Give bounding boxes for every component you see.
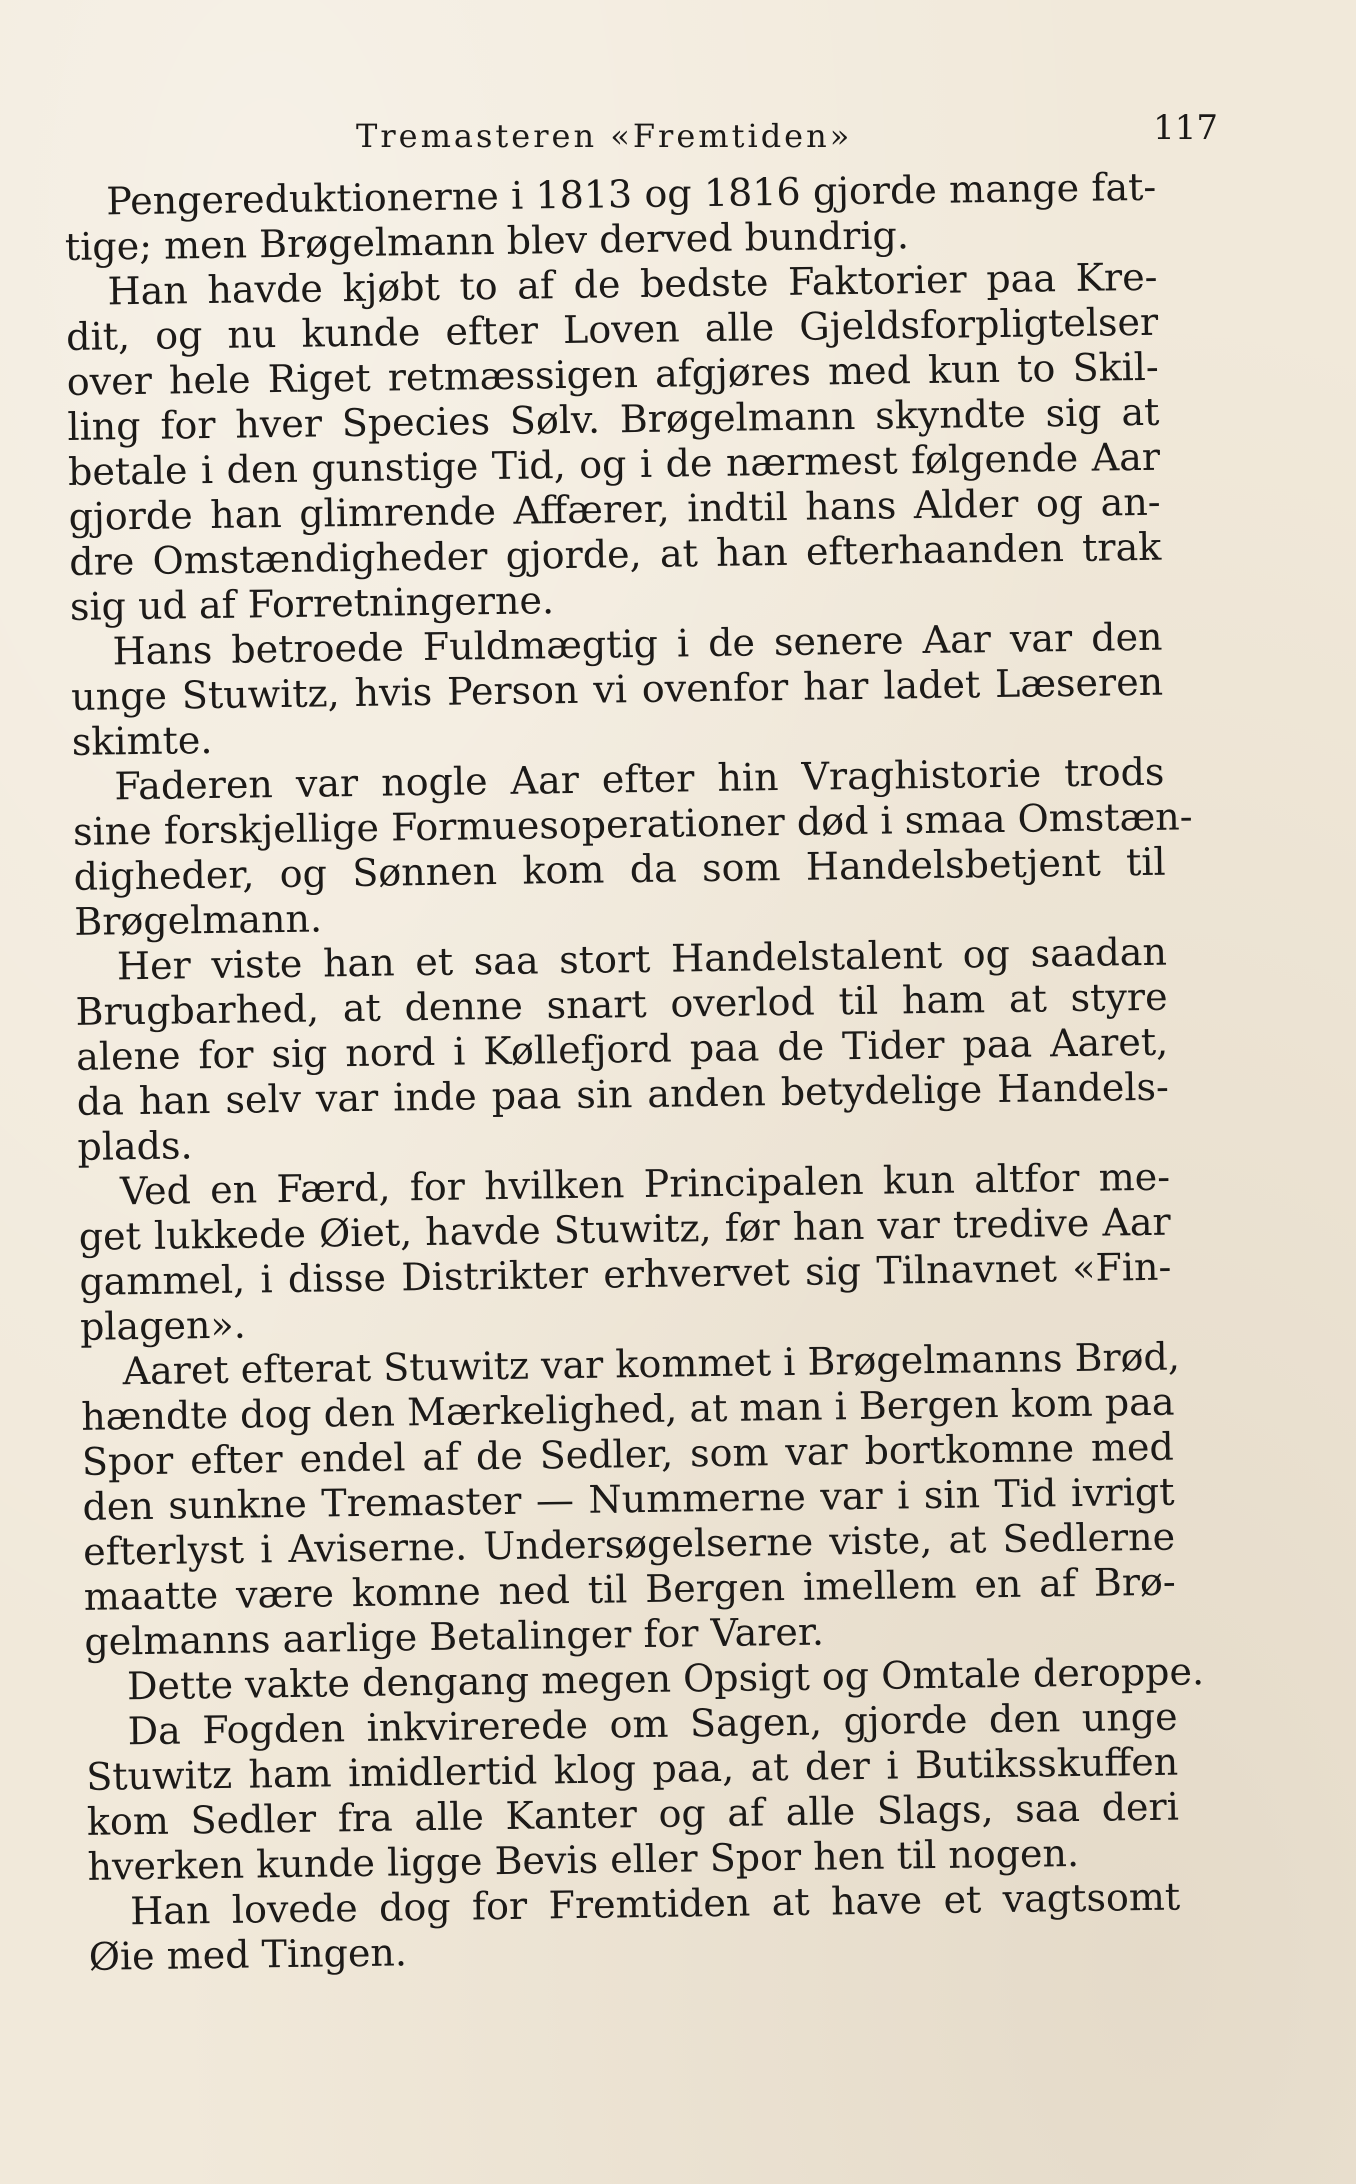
text-line: Han havde kjøbt to af de bedste Faktorier paa Kre- [107, 254, 1158, 314]
text-line: kom Sedler fra alle Kanter og af alle Slags, saa deri [86, 1784, 1180, 1844]
text-line: plagen». [79, 1302, 247, 1349]
text-line: Øie med Tingen. [88, 1930, 408, 1979]
text-line: Faderen var nogle Aar efter hin Vraghistorie trods [114, 749, 1165, 809]
running-title: Tremasteren «Fremtiden» [356, 117, 853, 155]
text-line: get lukkede Øiet, havde Stuwitz, før han var tredive Aar [78, 1199, 1171, 1259]
text-line: tige; men Brøgelmann blev derved bundrig. [64, 213, 910, 269]
text-line: Hans betroede Fuldmægtig i de senere Aar var den [112, 614, 1163, 674]
text-line: plads. [77, 1123, 193, 1169]
paragraph [64, 165, 1157, 270]
text-line: Her viste han et saa stort Handelstalent og saadan [116, 929, 1168, 989]
text-line: Dette vakte dengang megen Opsigt og Omtale deroppe. [126, 1649, 1205, 1709]
text-line: alene for sig nord i Køllefjord paa de Tider paa Aaret, [75, 1019, 1169, 1079]
text-line: efterlyst i Aviserne. Undersøgelserne viste, at Sedlerne [82, 1514, 1176, 1574]
text-line: den sunkne Tremaster — Nummerne var i sin Tid ivrigt [82, 1469, 1175, 1529]
paragraph [65, 255, 1162, 630]
text-line: dre Omstændigheder gjorde, at han efterhaanden trak [69, 524, 1162, 584]
paragraph [85, 1695, 1179, 1890]
text-line: unge Stuwitz, hvis Person vi ovenfor har ladet Læseren [70, 659, 1164, 719]
text-line: digheder, og Sønnen kom da som Handelsbetjent til [73, 839, 1166, 899]
text-line: maatte være komne ned til Bergen imellem en af Brø- [83, 1559, 1176, 1619]
text-line: Da Fogden inkvirerede om Sagen, gjorde den unge [127, 1694, 1178, 1754]
text-line: over hele Riget retmæssigen afgjøres med kun to Skil- [66, 344, 1160, 404]
paragraph [80, 1334, 1181, 1665]
text-line: sine forskjellige Formuesoperationer død i smaa Omstæn- [72, 794, 1193, 854]
paragraph [75, 930, 1170, 1170]
text-line: Pengereduktionerne i 1813 og 1816 gjorde mange fat- [105, 164, 1157, 224]
paragraph [72, 749, 1193, 945]
text-line: da han selv var inde paa sin anden betydelige Handels- [76, 1064, 1170, 1124]
text-line: ling for hver Species Sølv. Brøgelmann skyndte sig at [67, 389, 1160, 449]
text-line: Ved en Færd, for hvilken Principalen kun altfor me- [119, 1154, 1171, 1214]
text-line: dit, og nu kunde efter Loven alle Gjeldsforpligtelser [65, 299, 1159, 359]
text-line: sig ud af Forretningerne. [69, 578, 555, 629]
paragraph [70, 615, 1164, 765]
text-line: gammel, i disse Distrikter erhvervet sig Tilnavnet «Fin- [79, 1244, 1172, 1304]
text-line: gjorde han glimrende Affærer, indtil hans Alder og an- [68, 479, 1161, 539]
text-line: Brugbarhed, at denne snart overlod til ham at styre [75, 974, 1168, 1034]
text-line: hverken kunde ligge Bevis eller Spor hen til nogen. [87, 1830, 1080, 1889]
text-line: Stuwitz ham imidlertid klog paa, at der i Butiksskuffen [85, 1739, 1179, 1799]
paragraph [78, 1155, 1172, 1350]
paragraph [88, 1875, 1181, 1980]
text-line: hændte dog den Mærkelighed, at man i Bergen kom paa [80, 1379, 1175, 1439]
text-line: betale i den gunstige Tid, og i de nærmest følgende Aar [67, 434, 1161, 494]
page-number: 117 [1153, 108, 1218, 148]
text-line: Aaret efterat Stuwitz var kommet i Brøgelmanns Brød, [122, 1334, 1181, 1394]
body-text [64, 164, 1205, 1980]
text-line: Brøgelmann. [74, 896, 323, 944]
page-header [64, 108, 1218, 158]
text-line: gelmanns aarlige Betalinger for Varer. [84, 1609, 825, 1664]
text-line: Spor efter endel af de Sedler, som var bortkomne med [81, 1424, 1175, 1484]
text-line: skimte. [71, 717, 213, 764]
text-line: Han lovede dog for Fremtiden at have et vagtsomt [129, 1874, 1181, 1934]
